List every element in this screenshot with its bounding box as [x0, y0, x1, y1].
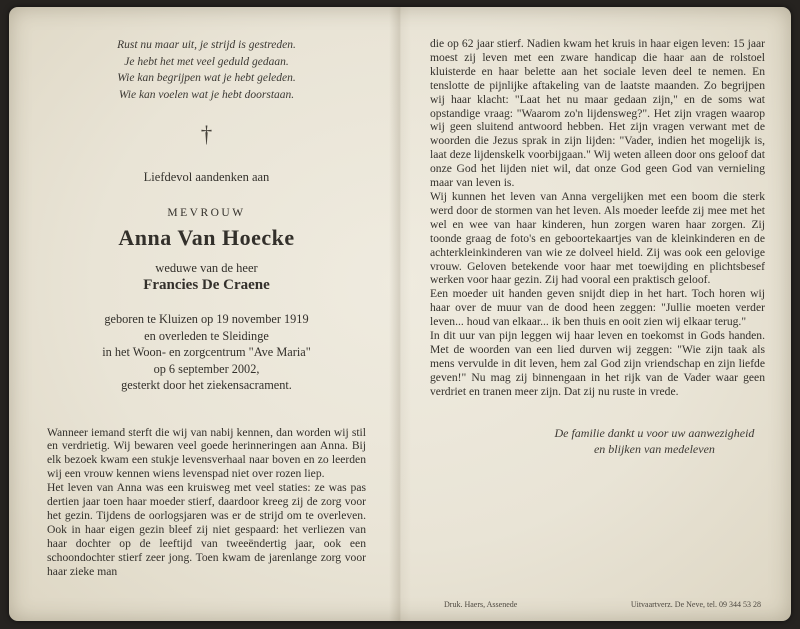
memorial-card [9, 7, 791, 621]
funeral-service-imprint: Uitvaartverz. De Neve, tel. 09 344 53 28 [630, 600, 761, 609]
vitals-line: gesterkt door het ziekensacrament. [121, 378, 292, 392]
biography-paragraph: In dit uur van pijn leggen wij haar leven en toekomst in Gods handen. Met de woorden van een lied durven wij zeggen: "Wie zijn taak als mens vervulde in dit leven, hem zal God zijn vriendschap en zijn liefde geven!" Nu mag zij binnengaan in het rijk van de Vader waar geen verdriet en tranen meer zijn. Dat zij nu ruste in vrede. [430, 329, 765, 398]
left-biography-text [47, 426, 366, 579]
memorial-header [47, 37, 366, 394]
verse-line: Wie kan voelen wat je hebt doorstaan. [118, 88, 295, 101]
thanks-line: De familie dankt u voor uw aanwezigheid [554, 425, 755, 440]
verse-line: Je hebt het met veel geduld gedaan. [124, 55, 289, 68]
left-page [9, 7, 400, 621]
vitals-block [47, 311, 366, 394]
biography-paragraph: Het leven van Anna was een kruisweg met veel staties: ze was pas dertien jaar toen haar moeder stierf, daardoor kreeg zij de zorg voor het gezin. Tijdens de oorlogsjaren was er de strijd om te overleven. Ook in haar eigen gezin bleef zij niet gespaard: het verliezen van haar dochter op de leeftijd van tweeëndertig jaar, ook een schoondochter stierf zeer jong. Toen kwam de jarenlange zorg voor haar zieke man [47, 481, 366, 578]
family-thanks [544, 425, 765, 457]
vitals-line: en overleden te Sleidinge [144, 328, 269, 343]
vitals-line: geboren te Kluizen op 19 november 1919 [104, 312, 309, 326]
verse-line: Rust nu maar uit, je strijd is gestreden. [117, 39, 296, 51]
right-biography-text [430, 37, 765, 399]
biography-paragraph: Wanneer iemand sterft die wij van nabij kennen, dan worden wij stil en verdrietig. Wij bewaren veel goede herinneringen aan Anna. Bij elk bezoek kwam een stukje levensverhaal naar boven en zo leerden wij een vrouw kennen wiens levenspad niet over rozen liep. [47, 425, 366, 481]
imprint-row [430, 600, 765, 613]
vitals-line: in het Woon- en zorgcentrum "Ave Maria" [102, 345, 311, 359]
honorific-text: MEVROUW [167, 207, 246, 219]
thanks-line: en blijken van medeleven [593, 441, 715, 456]
widow-of-text: weduwe van de heer [155, 261, 258, 275]
verse-line: Wie kan begrijpen wat je hebt geleden. [117, 72, 296, 84]
dedication-text: Liefdevol aandenken aan [143, 170, 270, 184]
biography-paragraph: Wij kunnen het leven van Anna vergelijken met een boom die sterk werd door de stormen van het leven. Als moeder leefde zij mee met het wel en wee van haar kinderen, hun zorgen waren haar zorgen. Zij toonde graag de foto's en geboortekaartjes van de kleinkinderen en de achterkleinkinderen van wie ze dolveel hield. Zij was ook een gelovige vrouw. Geloven betekende voor haar met toewijding en plichtsbesef werken voor haar gezin. Zij had vooral een praktisch geloof. [430, 189, 765, 287]
biography-paragraph: die op 62 jaar stierf. Nadien kwam het kruis in haar eigen leven: 15 jaar moest zij leven met een zware handicap die haar aan de rolstoel kluisterde en haar belette aan het sociale leven deel te nemen. En tenslotte de pijnlijke aftakeling van de laatste maanden. Zo begrijpen wij haar klacht: "Laat het nu maar gedaan zijn," en de soms wat opstandige vraag: "Waarom zo'n lijdensweg?". Het zijn vragen waarop wij geen sluitend antwoord hebben. Het zijn vragen verwant met de woorden die Jezus sprak in zijn lijden: "Vader, indien het mogelijk is, laat deze lijdenskelk voorbijgaan." Wij weten alleen door ons geloof dat onze God het lijden niet wil, dat onze God geen God van vernieling maar van leven is. [430, 37, 765, 190]
right-page [400, 7, 791, 621]
vitals-line: op 6 september 2002, [153, 361, 260, 376]
husband-name: Francies De Craene [143, 277, 270, 293]
deceased-name: Anna Van Hoecke [118, 225, 295, 250]
biography-paragraph: Een moeder uit handen geven snijdt diep in het hart. Toch horen wij haar over de muur van de dood heen zeggen: "Jullie moeten verder leven... houd van elkaar... ik ben thuis en ooit zien wij elkaar terug." [430, 287, 765, 329]
spacer [430, 457, 765, 600]
cross-icon: † [200, 122, 213, 147]
printer-imprint: Druk. Haers, Assenede [444, 600, 518, 609]
